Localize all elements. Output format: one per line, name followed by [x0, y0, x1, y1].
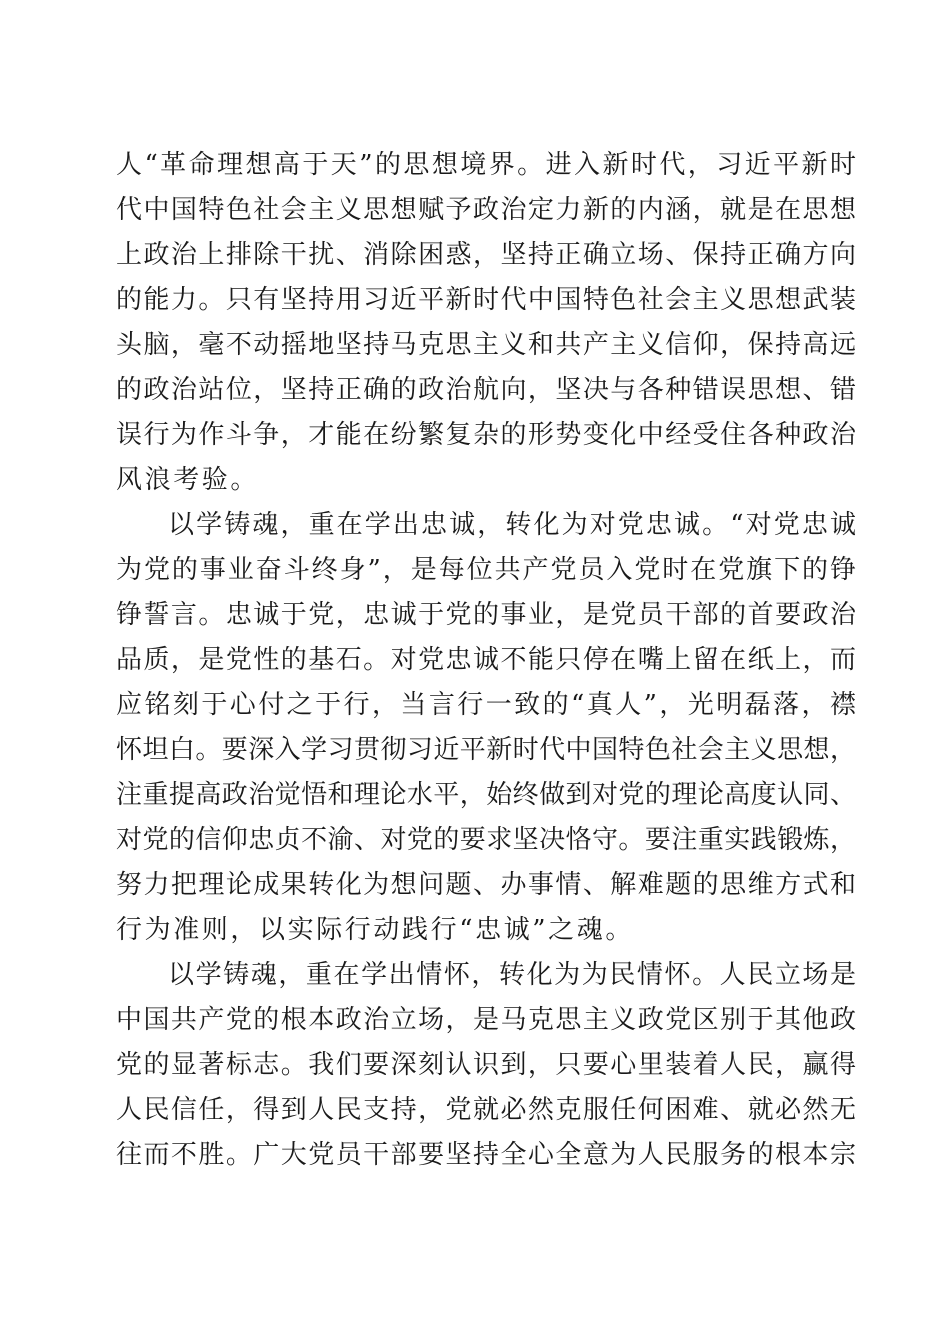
- text-line: 怀坦白。要深入学习贯彻习近平新时代中国特色社会主义思想，: [116, 735, 856, 765]
- text-line: 努力把理论成果转化为想问题、办事情、解难题的思维方式和: [116, 870, 856, 900]
- text-line: 往而不胜。广大党员干部要坚持全心全意为人民服务的根本宗: [116, 1140, 856, 1170]
- text-line: 为党的事业奋斗终身”，是每位共产党员入党时在党旗下的铮: [116, 555, 856, 585]
- paragraph-3: [116, 953, 856, 1178]
- text-line: 头脑，毫不动摇地坚持马克思主义和共产主义信仰，保持高远: [116, 330, 856, 360]
- text-line: 人民信任，得到人民支持，党就必然克服任何困难、就必然无: [116, 1095, 856, 1125]
- text-line: 党的显著标志。我们要深刻认识到，只要心里装着人民，赢得: [116, 1050, 856, 1080]
- text-line: 品质，是党性的基石。对党忠诚不能只停在嘴上留在纸上，而: [116, 645, 856, 675]
- text-line: 应铭刻于心付之于行，当言行一致的“真人”，光明磊落，襟: [116, 690, 856, 720]
- text-line: 注重提高政治觉悟和理论水平，始终做到对党的理论高度认同、: [116, 780, 856, 810]
- paragraph-2: [116, 503, 856, 953]
- body-text: [116, 143, 856, 1178]
- text-line: 风浪考验。: [116, 465, 260, 495]
- text-line: 以学铸魂，重在学出情怀，转化为为民情怀。人民立场是: [168, 960, 856, 990]
- text-line: 行为准则，以实际行动践行“忠诚”之魂。: [116, 915, 634, 945]
- text-line: 的能力。只有坚持用习近平新时代中国特色社会主义思想武装: [116, 285, 856, 315]
- text-line: 铮誓言。忠诚于党，忠诚于党的事业，是党员干部的首要政治: [116, 600, 856, 630]
- text-line: 中国共产党的根本政治立场，是马克思主义政党区别于其他政: [116, 1005, 856, 1035]
- text-line: 人“革命理想高于天”的思想境界。进入新时代，习近平新时: [116, 150, 856, 180]
- text-line: 代中国特色社会主义思想赋予政治定力新的内涵，就是在思想: [116, 195, 856, 225]
- text-line: 上政治上排除干扰、消除困惑，坚持正确立场、保持正确方向: [116, 240, 856, 270]
- text-line: 的政治站位，坚持正确的政治航向，坚决与各种错误思想、错: [116, 375, 856, 405]
- text-line: 以学铸魂，重在学出忠诚，转化为对党忠诚。“对党忠诚: [168, 510, 856, 540]
- text-line: 误行为作斗争，才能在纷繁复杂的形势变化中经受住各种政治: [116, 420, 856, 450]
- text-line: 对党的信仰忠贞不渝、对党的要求坚决恪守。要注重实践锻炼，: [116, 825, 856, 855]
- paragraph-1: [116, 143, 856, 503]
